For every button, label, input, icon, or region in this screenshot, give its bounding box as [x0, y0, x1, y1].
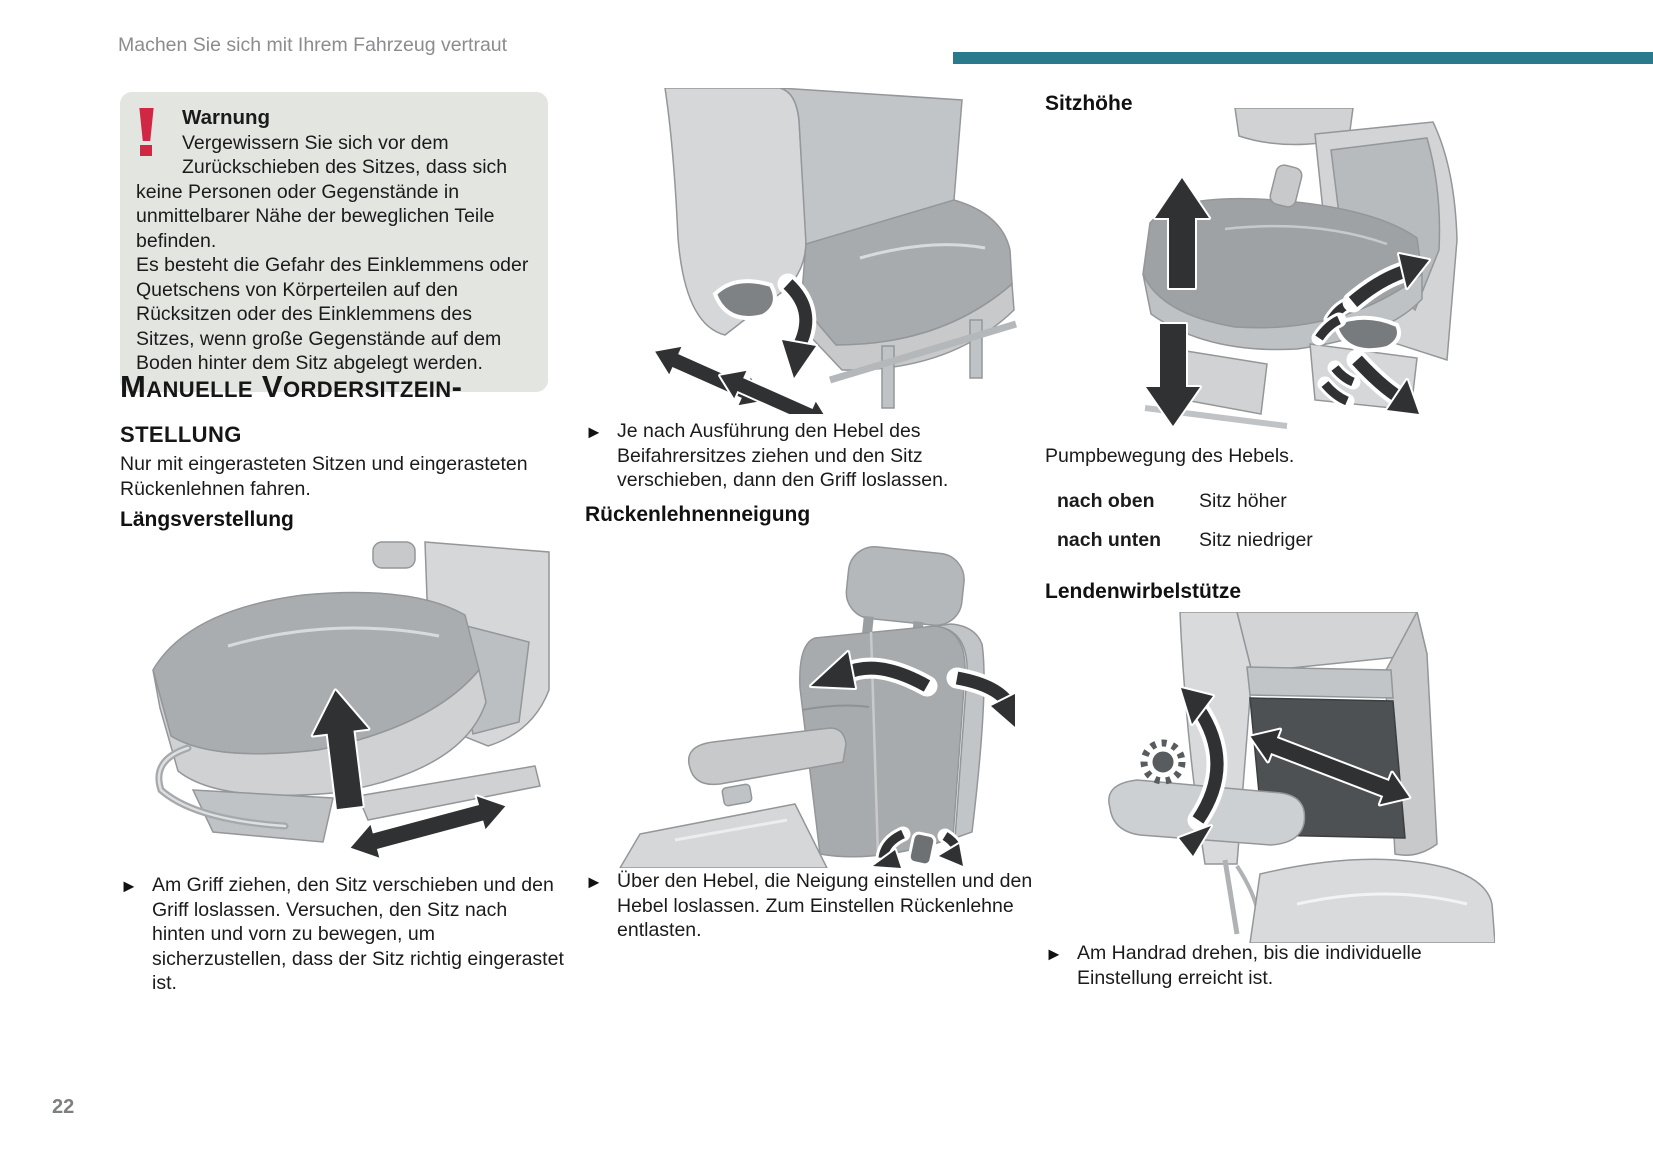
- bullet-triangle-icon: ►: [585, 872, 603, 892]
- heading-rueckenlehnenneigung: Rückenlehnenneigung: [585, 503, 811, 526]
- page-header: Machen Sie sich mit Ihrem Fahrzeug vertraut: [118, 34, 508, 56]
- bullet-triangle-icon: ►: [1045, 944, 1063, 964]
- accent-bar: [953, 52, 1653, 64]
- warning-title: Warnung: [182, 106, 271, 129]
- slide-double-arrow-icon: [649, 338, 771, 414]
- table-row: nach oben Sitz höher: [1057, 490, 1287, 512]
- table-row: nach unten Sitz niedriger: [1057, 529, 1313, 551]
- instruction-laengsverstellung: ► Am Griff ziehen, den Sitz verschieben und den Griff loslassen. Versuchen, den Sitz nach hinten und vorn zu bewegen, um sicherzustellen, dass der Sitz richtig eingerastet ist.: [120, 874, 564, 994]
- illustration-sitzhoehe-seat: [1085, 108, 1495, 440]
- illustration-beifahrersitz-seat: [630, 88, 1020, 414]
- illustration-rueckenlehne-seat: [615, 538, 1015, 868]
- lever-down-arrow-icon: [782, 284, 816, 378]
- warning-paragraph: Vergewissern Sie sich vor dem Zurückschieben des Sitzes, dass sich keine Personen oder Gegenstände in unmittelbarer Nähe der beweglichen Teile befinden.: [136, 131, 508, 252]
- illustration-laengsverstellung-seat: [133, 540, 550, 862]
- warning-exclamation-icon: [138, 108, 172, 158]
- warning-box: [120, 92, 548, 392]
- sitzhoehe-caption: Pumpbewegung des Hebels.: [1045, 445, 1295, 467]
- heading-sitzhoehe: Sitzhöhe: [1045, 92, 1133, 115]
- section-intro: Nur mit eingerasteten Sitzen und eingerasteten Rückenlehnen fahren.: [120, 453, 528, 500]
- heading-lendenwirbelstuetze: Lendenwirbelstütze: [1045, 580, 1242, 603]
- instruction-lendenwirbel: ► Am Handrad drehen, bis die individuelle Einstellung erreicht ist.: [1045, 942, 1422, 989]
- heading-laengsverstellung: Längsverstellung: [120, 508, 294, 531]
- section-title: Manuelle Vordersitzein- stellung: [120, 369, 463, 449]
- page-number: 22: [52, 1096, 75, 1118]
- slide-double-arrow-icon: [714, 362, 836, 414]
- sitzhoehe-table: [1057, 490, 1477, 568]
- warning-paragraph: Es besteht die Gefahr des Einklemmens oder Quetschens von Körperteilen auf den Rücksitzen oder des Einklemmens des Sitzes, wenn große Gegenstände auf dem Boden hinter dem Sitz abgelegt werden.: [136, 254, 529, 374]
- lever-arrow-small-right-icon: [939, 836, 963, 866]
- instruction-beifahrersitz: ► Je nach Ausführung den Hebel des Beifahrersitzes ziehen und den Sitz verschieben, dann den Griff loslassen.: [585, 420, 949, 491]
- instruction-rueckenlehne: ► Über den Hebel, die Neigung einstellen und den Hebel loslassen. Zum Einstellen Rückenlehne entlasten.: [585, 870, 1033, 941]
- illustration-lendenwirbel-seat: [1085, 612, 1495, 943]
- bullet-triangle-icon: ►: [120, 876, 138, 896]
- bullet-triangle-icon: ►: [585, 422, 603, 442]
